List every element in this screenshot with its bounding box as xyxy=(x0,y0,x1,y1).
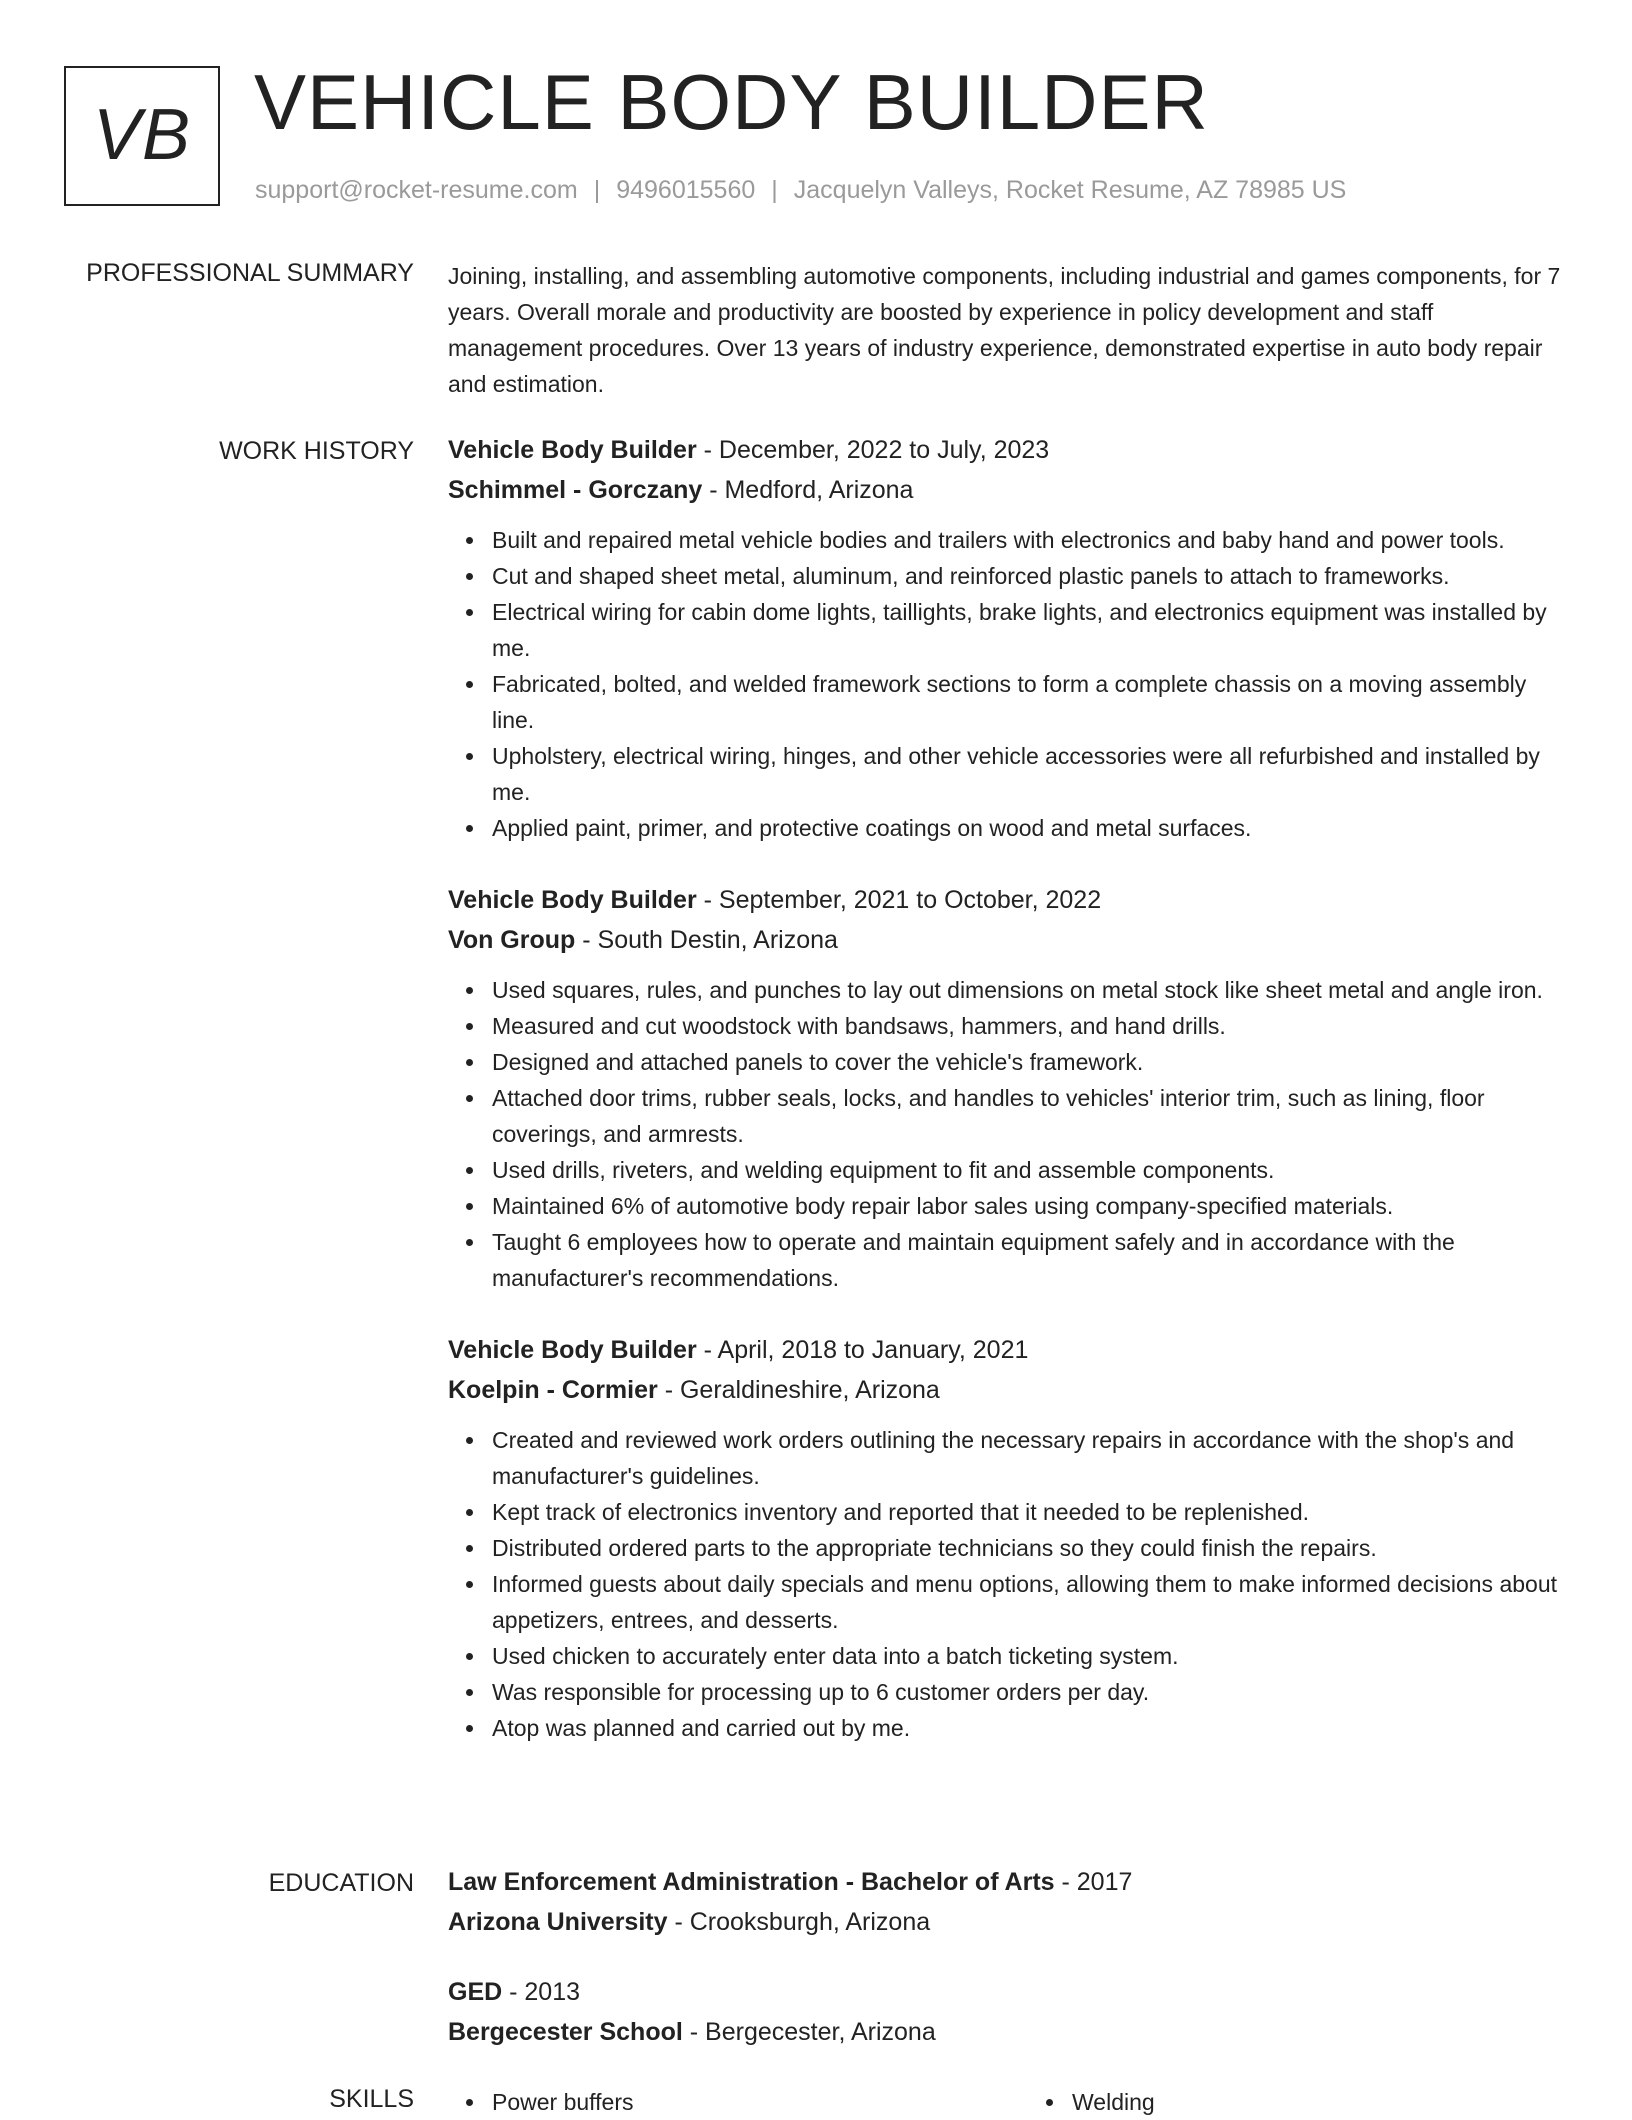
job-entry xyxy=(448,1330,1568,1746)
education-body xyxy=(448,1862,1568,2052)
list-item: Distributed ordered parts to the appropriate technicians so they could finish the repairs. xyxy=(492,1530,1568,1566)
list-item: Upholstery, electrical wiring, hinges, and other vehicle accessories were all refurbished and installed by me. xyxy=(492,738,1568,810)
list-item: Electrical wiring for cabin dome lights, taillights, brake lights, and electronics equipment was installed by me. xyxy=(492,594,1568,666)
job-company-line xyxy=(448,1370,1568,1410)
job-company: Von Group xyxy=(448,926,576,954)
education-entry xyxy=(448,1972,1568,2052)
list-item: Taught 6 employees how to operate and maintain equipment safely and in accordance with the manufacturer's recommendations. xyxy=(492,1224,1568,1296)
monogram-box xyxy=(64,66,220,206)
education-school: Arizona University xyxy=(448,1908,668,1936)
education-year: - 2013 xyxy=(502,1978,581,2006)
job-bullets xyxy=(448,972,1568,1296)
contact-phone: 9496015560 xyxy=(616,176,756,204)
list-item: Applied paint, primer, and protective coatings on wood and metal surfaces. xyxy=(492,810,1568,846)
education-degree: GED xyxy=(448,1978,503,2006)
education-school-line xyxy=(448,1902,1568,1942)
job-location: - South Destin, Arizona xyxy=(575,926,838,954)
section-title-work-history: WORK HISTORY xyxy=(219,437,414,465)
summary-text: Joining, installing, and assembling automotive components, including industrial and games components, for 7 years. Overall morale and productivity are boosted by experience in policy development and staff management procedures. Over 13 years of industry experience, demonstrated expertise in auto body repair and estimation. xyxy=(448,263,1561,397)
list-item: Attached door trims, rubber seals, locks, and handles to vehicles' interior trim, such as lining, floor coverings, and armrests. xyxy=(492,1080,1568,1152)
monogram-initials: VB xyxy=(92,95,192,175)
job-dates: - September, 2021 to October, 2022 xyxy=(696,886,1102,914)
education-location: - Bergecester, Arizona xyxy=(682,2018,936,2046)
skills-list-right xyxy=(1028,2084,1568,2120)
job-entry xyxy=(448,880,1568,1296)
list-item: Power buffers xyxy=(492,2084,988,2120)
list-item: Used chicken to accurately enter data into a batch ticketing system. xyxy=(492,1638,1568,1674)
list-item: Designed and attached panels to cover the vehicle's framework. xyxy=(492,1044,1568,1080)
section-title-skills: SKILLS xyxy=(329,2085,414,2113)
education-location: - Crooksburgh, Arizona xyxy=(667,1908,931,1936)
job-bullets xyxy=(448,522,1568,846)
job-company-line xyxy=(448,920,1568,960)
list-item: Atop was planned and carried out by me. xyxy=(492,1710,1568,1746)
summary-body xyxy=(448,258,1568,402)
list-item: Welding xyxy=(1072,2084,1568,2120)
contact-line xyxy=(255,174,1346,206)
job-entry xyxy=(448,430,1568,846)
job-role: Vehicle Body Builder xyxy=(448,886,697,914)
skills-columns xyxy=(448,2084,1568,2120)
education-school-line xyxy=(448,2012,1568,2052)
education-degree: Law Enforcement Administration - Bachelor of Arts xyxy=(448,1868,1055,1896)
job-bullets xyxy=(448,1422,1568,1746)
education-degree-line xyxy=(448,1972,1568,2012)
education-year: - 2017 xyxy=(1054,1868,1133,1896)
job-location: - Medford, Arizona xyxy=(702,476,914,504)
education-degree-line xyxy=(448,1862,1568,1902)
job-title-line xyxy=(448,1330,1568,1370)
contact-address: Jacquelyn Valleys, Rocket Resume, AZ 78985 US xyxy=(793,176,1347,204)
list-item: Measured and cut woodstock with bandsaws, hammers, and hand drills. xyxy=(492,1008,1568,1044)
job-role: Vehicle Body Builder xyxy=(448,1336,697,1364)
list-item: Created and reviewed work orders outlining the necessary repairs in accordance with the shop's and manufacturer's guidelines. xyxy=(492,1422,1568,1494)
contact-email: support@rocket-resume.com xyxy=(255,176,578,204)
contact-separator: | xyxy=(593,176,601,204)
skills-list-left xyxy=(448,2084,988,2120)
job-company: Schimmel - Gorczany xyxy=(448,476,703,504)
job-location: - Geraldineshire, Arizona xyxy=(657,1376,940,1404)
contact-separator: | xyxy=(771,176,778,204)
work-history-body xyxy=(448,430,1568,1746)
job-dates: - April, 2018 to January, 2021 xyxy=(696,1336,1029,1364)
job-title-line xyxy=(448,880,1568,920)
job-role: Vehicle Body Builder xyxy=(448,436,697,464)
list-item: Maintained 6% of automotive body repair labor sales using company-specified materials. xyxy=(492,1188,1568,1224)
list-item: Built and repaired metal vehicle bodies and trailers with electronics and baby hand and power tools. xyxy=(492,522,1568,558)
skills-body xyxy=(448,2084,1568,2120)
list-item: Used squares, rules, and punches to lay out dimensions on metal stock like sheet metal and angle iron. xyxy=(492,972,1568,1008)
list-item: Fabricated, bolted, and welded framework sections to form a complete chassis on a moving assembly line. xyxy=(492,666,1568,738)
section-title-summary: PROFESSIONAL SUMMARY xyxy=(86,259,414,287)
list-item: Kept track of electronics inventory and reported that it needed to be replenished. xyxy=(492,1494,1568,1530)
job-company: Koelpin - Cormier xyxy=(448,1376,658,1404)
list-item: Cut and shaped sheet metal, aluminum, and reinforced plastic panels to attach to frameworks. xyxy=(492,558,1568,594)
education-school: Bergecester School xyxy=(448,2018,683,2046)
job-dates: - December, 2022 to July, 2023 xyxy=(696,436,1050,464)
section-title-education: EDUCATION xyxy=(268,1869,414,1897)
education-entry xyxy=(448,1862,1568,1942)
job-company-line xyxy=(448,470,1568,510)
job-title-line xyxy=(448,430,1568,470)
resume-name: VEHICLE BODY BUILDER xyxy=(254,58,1209,146)
list-item: Used drills, riveters, and welding equipment to fit and assemble components. xyxy=(492,1152,1568,1188)
list-item: Informed guests about daily specials and menu options, allowing them to make informed decisions about appetizers, entrees, and desserts. xyxy=(492,1566,1568,1638)
list-item: Was responsible for processing up to 6 customer orders per day. xyxy=(492,1674,1568,1710)
